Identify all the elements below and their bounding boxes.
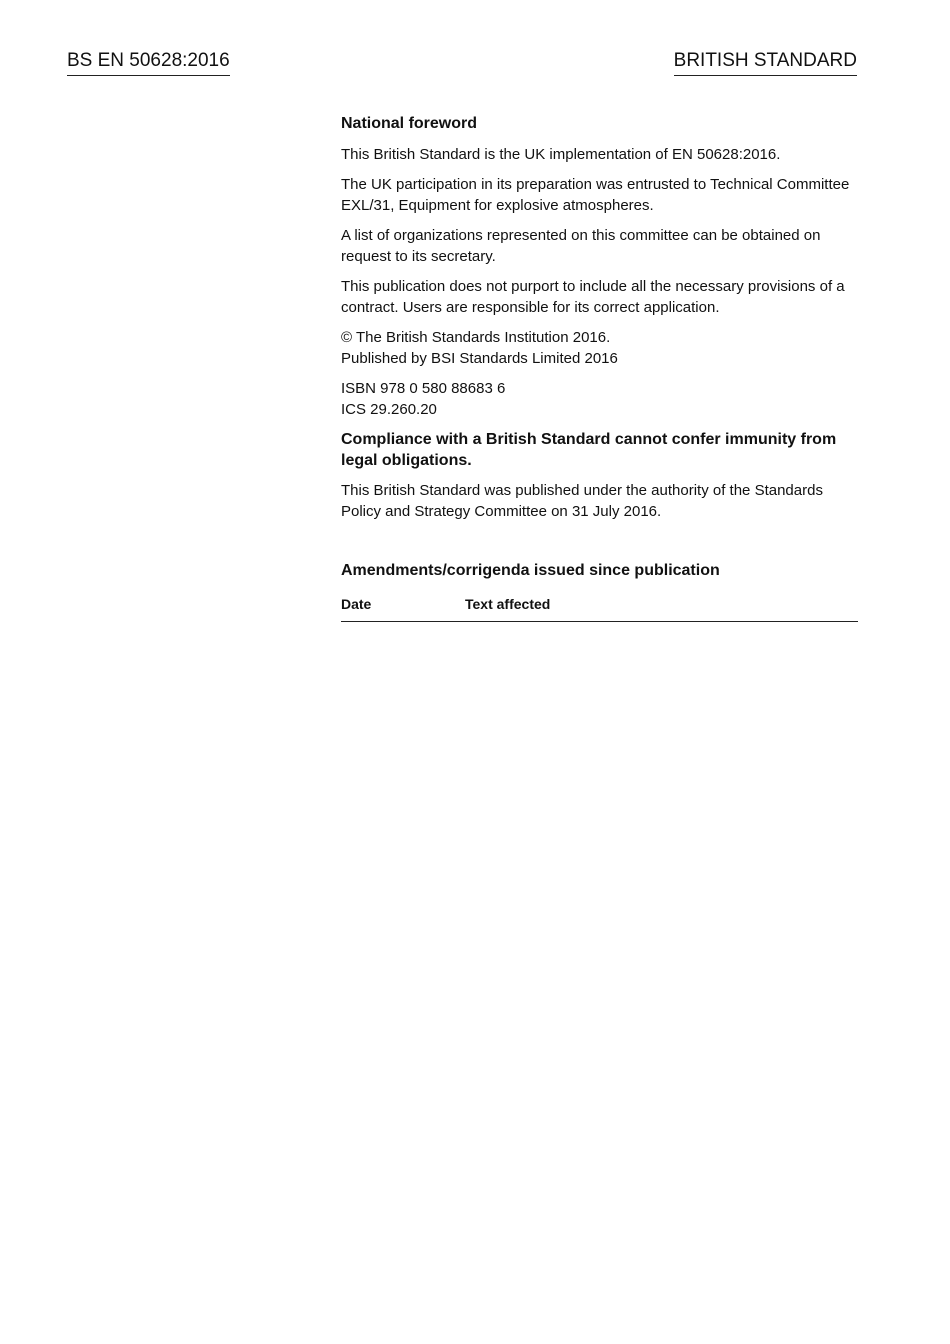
foreword-section (341, 113, 858, 622)
amendments-title: Amendments/corrigenda issued since publication (341, 562, 720, 579)
authority-statement: This British Standard was published under the authority of the Standards Policy and Strategy Committee on 31 July 2016. (341, 482, 823, 520)
foreword-paragraph-organizations: A list of organizations represented on this committee can be obtained on request to its secretary. (341, 227, 821, 265)
publisher-line: Published by BSI Standards Limited 2016 (341, 350, 618, 367)
copyright-line: © The British Standards Institution 2016. (341, 329, 611, 346)
ics-line: ICS 29.260.20 (341, 401, 437, 418)
amendments-table (341, 595, 858, 622)
foreword-paragraph-implementation: This British Standard is the UK implementation of EN 50628:2016. (341, 146, 781, 163)
amendments-header-row (341, 595, 858, 622)
foreword-paragraph-committee: The UK participation in its preparation was entrusted to Technical Committee EXL/31, Equipment for explosive atmospheres. (341, 176, 850, 214)
standard-series-header: BRITISH STANDARD (674, 49, 857, 76)
column-header-text-affected: Text affected (465, 595, 858, 622)
column-header-date: Date (341, 595, 465, 622)
identifier-block (341, 378, 858, 420)
copyright-block (341, 327, 858, 369)
foreword-title: National foreword (341, 115, 478, 132)
compliance-notice: Compliance with a British Standard cannot confer immunity from legal obligations. (341, 431, 837, 469)
foreword-paragraph-provisions: This publication does not purport to include all the necessary provisions of a contract. Users are responsible for its correct application. (341, 278, 845, 316)
isbn-line: ISBN 978 0 580 88683 6 (341, 380, 506, 397)
document-id-header: BS EN 50628:2016 (67, 49, 230, 76)
